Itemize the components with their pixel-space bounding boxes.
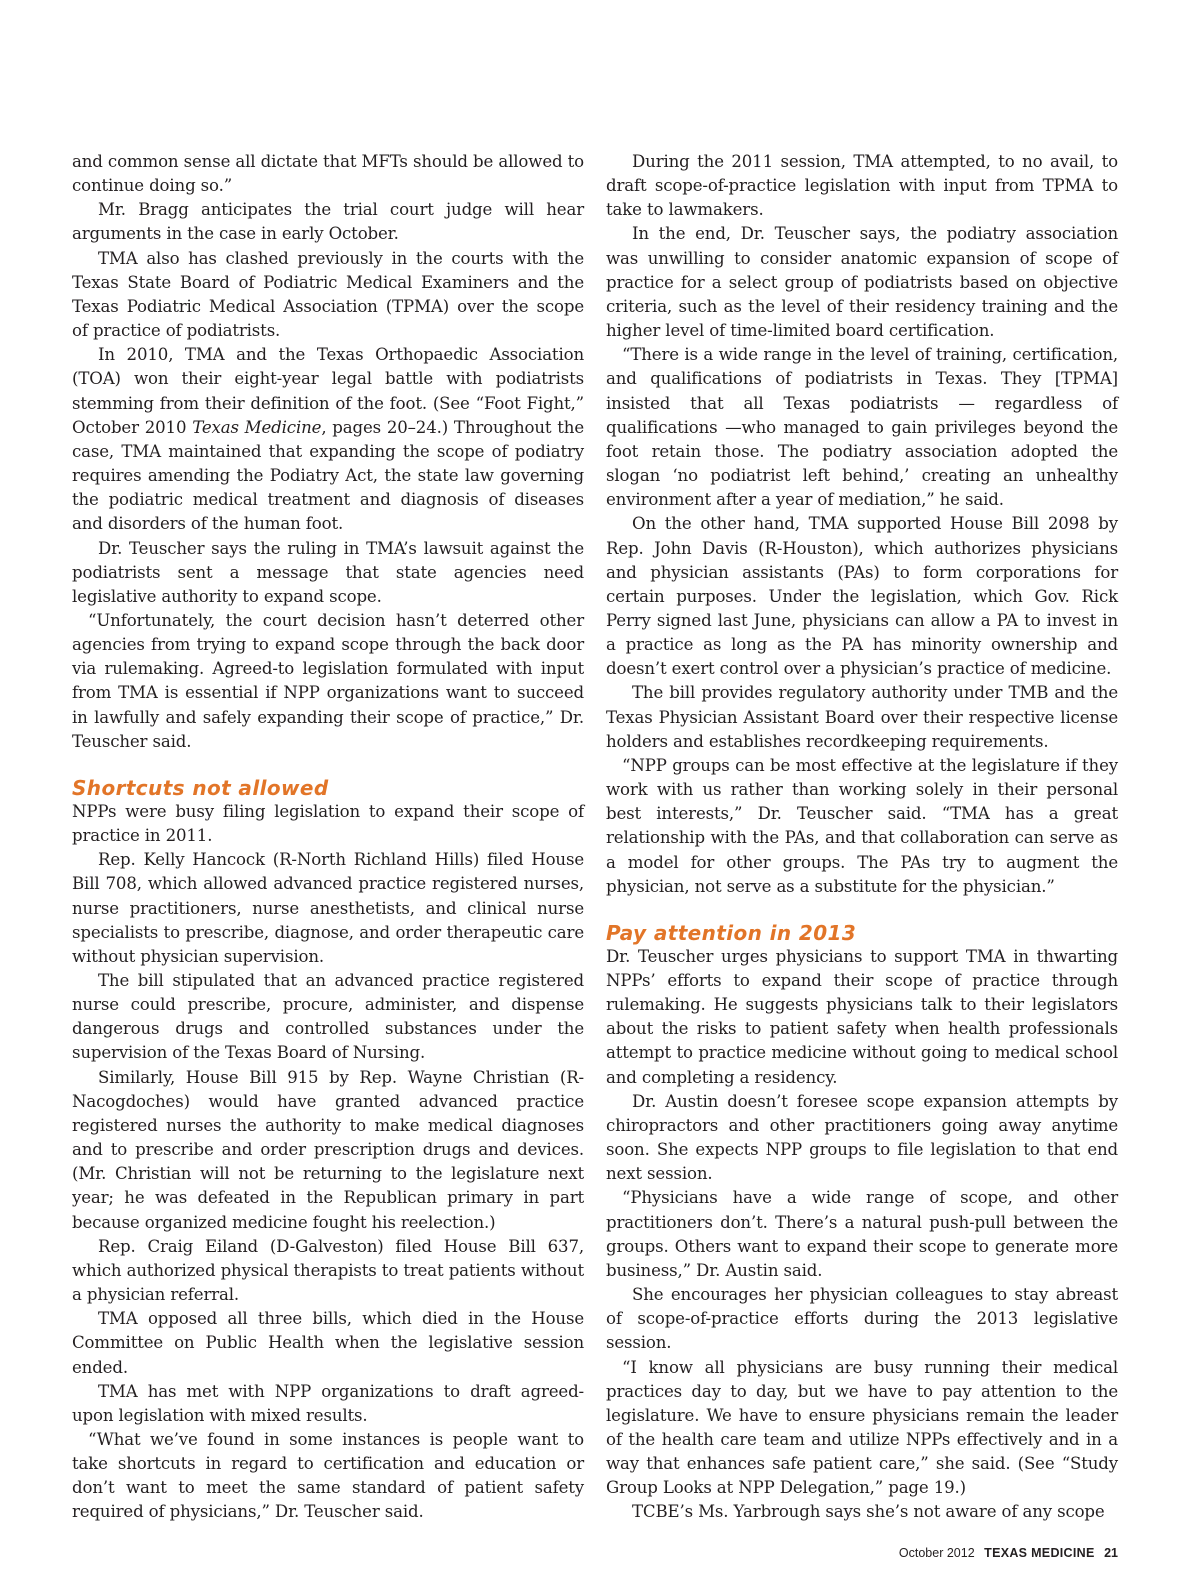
body-paragraph: During the 2011 session, TMA attempted, to no avail, to draft scope-of-practice legislation with input from TPMA to take to lawmakers. bbox=[606, 152, 1118, 220]
body-paragraph: “Physicians have a wide range of scope, and other practitioners don’t. There’s a natural push-pull between the groups. Others want to expand their scope to generate more business,” Dr. Austin said. bbox=[606, 1188, 1118, 1280]
body-paragraph: Dr. Teuscher urges physicians to support TMA in thwarting NPPs’ efforts to expand their scope of practice through rulemaking. He suggests physicians talk to their legislators about the risks to patient safety when health professionals attempt to practice medicine without going to medical school and completing a residency. bbox=[606, 946, 1118, 1087]
body-paragraph: “NPP groups can be most effective at the legislature if they work with us rather than working solely in their personal best interests,” Dr. Teuscher said. “TMA has a great relationship with the PAs, and that collaboration can serve as a model for other groups. The PAs try to augment the physician, not serve as a substitute for the physician.” bbox=[606, 755, 1118, 896]
body-paragraph: TMA also has clashed previously in the courts with the Texas State Board of Podiatric Medical Examiners and the Texas Podiatric Medical Association (TPMA) over the scope of practice of podiatrists. bbox=[72, 248, 584, 341]
footer-magazine-name: TEXAS MEDICINE bbox=[984, 1546, 1095, 1560]
footer-page-number: 21 bbox=[1104, 1546, 1118, 1560]
body-paragraph: “There is a wide range in the level of training, certification, and qualifications of podiatrists in Texas. They [TPMA] insisted that all Texas podiatrists — regardless of qualifications —who managed to gain privileges beyond the foot retain those. The podiatry association adopted the slogan ‘no podiatrist left behind,’ creating an unhealthy environment after a year of mediation,” he said. bbox=[606, 345, 1118, 510]
body-paragraph: She encourages her physician colleagues to stay abreast of scope-of-practice efforts during the 2013 legislative session. bbox=[606, 1285, 1118, 1353]
body-paragraph: The bill provides regulatory authority under TMB and the Texas Physician Assistant Board over their respective license holders and establishes recordkeeping requirements. bbox=[606, 683, 1118, 751]
body-paragraph: TCBE’s Ms. Yarbrough says she’s not aware of any scope bbox=[632, 1502, 1105, 1522]
body-paragraph: In 2010, TMA and the Texas Orthopaedic Association (TOA) won their eight-year legal battle with podiatrists stemming from their definition of the foot. (See “Foot Fight,” October 2010 Texas Medicine, pages 20–24.) Throughout the case, TMA maintained that expanding the scope of podiatry requires amending the Podiatry Act, the state law governing the podiatric medical treatment and diagnosis of diseases and disorders of the human foot. bbox=[72, 345, 584, 534]
body-paragraph: Mr. Bragg anticipates the trial court judge will hear arguments in the case in early October. bbox=[72, 200, 584, 244]
body-paragraph: TMA opposed all three bills, which died in the House Committee on Public Health when the legislative session ended. bbox=[72, 1309, 584, 1377]
section-heading: Shortcuts not allowed bbox=[72, 775, 329, 800]
right-column bbox=[606, 150, 1118, 1525]
body-paragraph: Similarly, House Bill 915 by Rep. Wayne Christian (R-Nacogdoches) would have granted advanced practice registered nurses the authority to make medical diagnoses and to prescribe and order prescription drugs and devices. (Mr. Christian will not be returning to the legislature next year; he was defeated in the Republican primary in part because organized medicine fought his reelection.) bbox=[72, 1067, 584, 1232]
page-footer bbox=[899, 1546, 1118, 1560]
body-paragraph: TMA has met with NPP organizations to draft agreed-upon legislation with mixed results. bbox=[72, 1381, 584, 1425]
body-paragraph: Rep. Kelly Hancock (R-North Richland Hills) filed House Bill 708, which allowed advanced practice registered nurses, nurse practitioners, nurse anesthetists, and clinical nurse specialists to prescribe, diagnose, and order therapeutic care without physician supervision. bbox=[72, 850, 584, 966]
body-paragraph: On the other hand, TMA supported House Bill 2098 by Rep. John Davis (R-Houston), which authorizes physicians and physician assistants (PAs) to form corporations for certain purposes. Under the legislation, which Gov. Rick Perry signed last June, physicians can allow a PA to invest in a practice as long as the PA has minority ownership and doesn’t exert control over a physician’s practice of medicine. bbox=[606, 514, 1118, 679]
body-paragraph: “Unfortunately, the court decision hasn’t deterred other agencies from trying to expand scope through the back door via rulemaking. Agreed-to legislation formulated with input from TMA is essential if NPP organizations want to succeed in lawfully and safely expanding their scope of practice,” Dr. Teuscher said. bbox=[72, 610, 584, 751]
section-heading: Pay attention in 2013 bbox=[606, 920, 857, 945]
body-paragraph: “What we’ve found in some instances is people want to take shortcuts in regard to certification and education or don’t want to meet the same standard of patient safety required of physicians,” Dr. Teuscher said. bbox=[72, 1429, 584, 1522]
body-paragraph: In the end, Dr. Teuscher says, the podiatry association was unwilling to consider anatomic expansion of scope of practice for a select group of podiatrists based on objective criteria, such as the level of their residency training and the higher level of time-limited board certification. bbox=[606, 224, 1118, 341]
body-paragraph: Dr. Austin doesn’t foresee scope expansion attempts by chiropractors and other practitioners going away anytime soon. She expects NPP groups to file legislation to that end next session. bbox=[606, 1091, 1118, 1184]
body-paragraph: Dr. Teuscher says the ruling in TMA’s lawsuit against the podiatrists sent a message that state agencies need legislative authority to expand scope. bbox=[72, 538, 584, 606]
body-paragraph: Rep. Craig Eiland (D-Galveston) filed House Bill 637, which authorized physical therapists to treat patients without a physician referral. bbox=[72, 1236, 584, 1305]
body-paragraph: The bill stipulated that an advanced practice registered nurse could prescribe, procure, administer, and dispense dangerous drugs and controlled substances under the supervision of the Texas Board of Nursing. bbox=[72, 971, 584, 1063]
body-paragraph: and common sense all dictate that MFTs should be allowed to continue doing so.” bbox=[72, 152, 584, 196]
body-paragraph: NPPs were busy filing legislation to expand their scope of practice in 2011. bbox=[72, 801, 584, 846]
footer-issue-date: October 2012 bbox=[898, 1546, 975, 1560]
left-column bbox=[72, 150, 584, 1525]
body-paragraph: “I know all physicians are busy running their medical practices day to day, but we have to pay attention to the legislature. We have to ensure physicians remain the leader of the health care team and utilize NPPs effectively and in a way that enhances safe patient care,” she said. (See “Study Group Looks at NPP Delegation,” page 19.) bbox=[606, 1357, 1118, 1498]
